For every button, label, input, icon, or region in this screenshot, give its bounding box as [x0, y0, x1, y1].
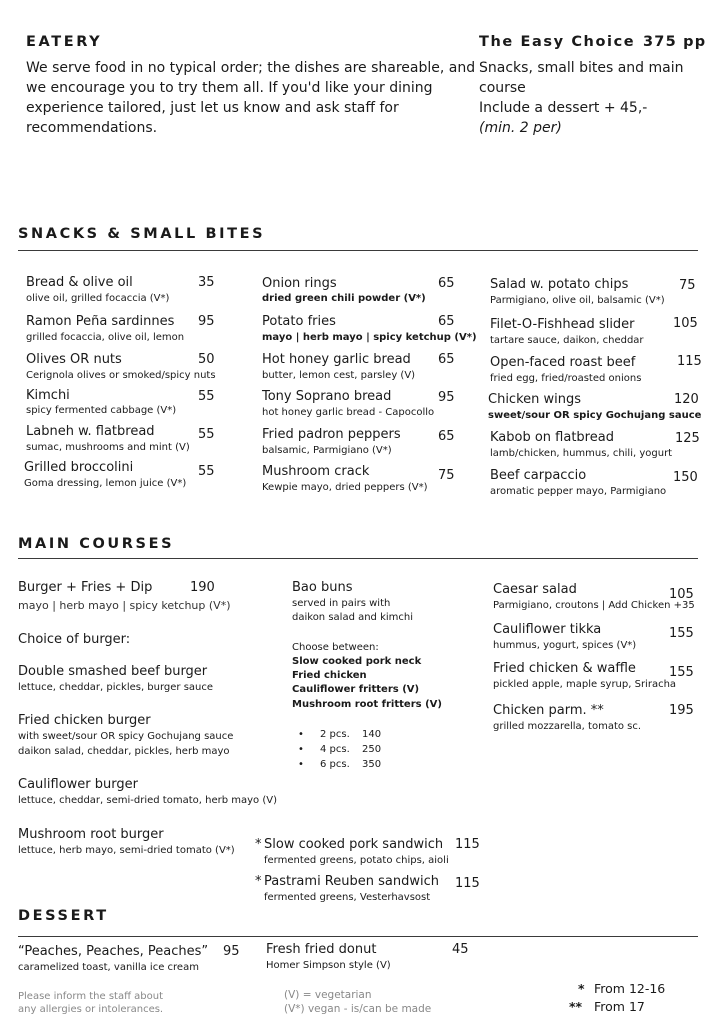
- bao-title: Bao buns: [292, 580, 353, 595]
- burger-name: Double smashed beef burger: [18, 664, 208, 679]
- intro-line: We serve food in no typical order; the dishes are shareable, and: [26, 60, 476, 76]
- snacks-heading: SNACKS & SMALL BITES: [18, 226, 266, 242]
- allergy-line: any allergies or intolerances.: [18, 1004, 164, 1015]
- diet-legend: [284, 988, 431, 1016]
- menu-item-desc: spicy fermented cabbage (V*): [26, 405, 177, 416]
- main-name: Cauliflower tikka: [493, 622, 602, 637]
- burger-desc: lettuce, cheddar, pickles, burger sauce: [18, 682, 214, 693]
- menu-item-price: 125: [675, 431, 700, 446]
- allergy-line: Please inform the staff about: [18, 991, 164, 1002]
- bao-size-qty: 2 pcs.: [320, 729, 350, 740]
- dessert-desc: Homer Simpson style (V): [266, 960, 391, 971]
- bao-option: Fried chicken: [292, 670, 367, 681]
- menu-item-price: 95: [438, 390, 455, 405]
- legend-line: (V*) vegan - is/can be made: [284, 1003, 432, 1015]
- menu-item-desc: mayo | herb mayo | spicy ketchup (V*): [262, 332, 477, 343]
- menu-item-name: Tony Soprano bread: [262, 389, 392, 404]
- dessert-price: 45: [452, 942, 469, 957]
- intro-line: experience tailored, just let us know and ask staff for: [26, 100, 399, 116]
- sandwich-price: 115: [455, 876, 480, 891]
- menu-item-name: Labneh w. flatbread: [26, 424, 155, 439]
- menu-item-desc: grilled focaccia, olive oil, lemon: [26, 332, 185, 343]
- age-star: **: [569, 999, 583, 1014]
- dessert-price: 95: [223, 944, 240, 959]
- main-desc: grilled mozzarella, tomato sc.: [493, 721, 642, 732]
- menu-item-desc: hot honey garlic bread - Capocollo: [262, 407, 435, 418]
- dessert-divider: [18, 936, 698, 937]
- menu-item-name: Kimchi: [26, 388, 70, 403]
- bao-desc: served in pairs with: [292, 598, 391, 609]
- menu-item-desc: balsamic, Parmigiano (V*): [262, 445, 392, 456]
- menu-item-name: Grilled broccolini: [24, 460, 134, 475]
- snacks-divider: [18, 250, 698, 251]
- bao-choose-label: Choose between:: [292, 642, 379, 653]
- dessert-heading: DESSERT: [18, 908, 109, 924]
- main-name: Fried chicken & waffle: [493, 661, 636, 676]
- main-price: 195: [669, 703, 694, 718]
- menu-item-desc: Parmigiano, olive oil, balsamic (V*): [490, 295, 665, 306]
- age-note: From 12-16: [594, 981, 666, 996]
- burger-desc: lettuce, cheddar, semi-dried tomato, herb mayo (V): [18, 795, 277, 806]
- sandwich-name: Pastrami Reuben sandwich: [264, 874, 439, 889]
- menu-item-price: 105: [673, 316, 698, 331]
- easy-line: (min. 2 per): [479, 120, 562, 136]
- main-desc: hummus, yogurt, spices (V*): [493, 640, 637, 651]
- bao-size-price: 250: [362, 744, 382, 755]
- easy-line: Include a dessert + 45,-: [479, 100, 648, 116]
- sandwich-desc: fermented greens, Vesterhavsost: [264, 892, 431, 903]
- menu-item-desc: dried green chili powder (V*): [262, 293, 426, 304]
- menu-item-desc: sumac, mushrooms and mint (V): [26, 442, 190, 453]
- dessert-name: “Peaches, Peaches, Peaches”: [18, 944, 209, 959]
- menu-item-name: Fried padron peppers: [262, 427, 401, 442]
- menu-item-name: Open-faced roast beef: [490, 355, 636, 370]
- dessert-name: Fresh fried donut: [266, 942, 377, 957]
- bao-size-price: 350: [362, 759, 382, 770]
- bao-size-qty: 6 pcs.: [320, 759, 350, 770]
- sandwich-star: *: [255, 837, 262, 852]
- menu-item-desc: sweet/sour OR spicy Gochujang sauce: [488, 410, 702, 421]
- menu-item-name: Chicken wings: [488, 392, 582, 407]
- menu-item-name: Bread & olive oil: [26, 275, 133, 290]
- mains-heading: MAIN COURSES: [18, 536, 175, 552]
- eatery-title: EATERY: [26, 34, 103, 50]
- menu-item-desc: fried egg, fried/roasted onions: [490, 373, 642, 384]
- burger-desc: lettuce, herb mayo, semi-dried tomato (V*): [18, 845, 235, 856]
- bao-option: Slow cooked pork neck: [292, 656, 422, 667]
- easy-line: Snacks, small bites and main: [479, 60, 684, 76]
- burger-desc: daikon salad, cheddar, pickles, herb mayo: [18, 746, 230, 757]
- menu-item-price: 55: [198, 427, 215, 442]
- bao-desc: daikon salad and kimchi: [292, 612, 414, 623]
- main-desc: Parmigiano, croutons | Add Chicken +35: [493, 600, 695, 611]
- age-star: *: [578, 981, 585, 996]
- sandwich-star: *: [255, 874, 262, 889]
- menu-item-name: Filet-O-Fishhead slider: [490, 317, 635, 332]
- menu-item-name: Salad w. potato chips: [490, 277, 629, 292]
- burger-name: Fried chicken burger: [18, 713, 151, 728]
- menu-item-name: Hot honey garlic bread: [262, 352, 411, 367]
- burger-name: Mushroom root burger: [18, 827, 164, 842]
- allergy-note: [18, 990, 163, 1016]
- menu-item-desc: Cerignola olives or smoked/spicy nuts: [26, 370, 216, 381]
- menu-item-desc: Goma dressing, lemon juice (V*): [24, 478, 187, 489]
- menu-item-name: Kabob on flatbread: [490, 430, 614, 445]
- menu-item-price: 50: [198, 352, 215, 367]
- burger-desc: with sweet/sour OR spicy Gochujang sauce: [18, 731, 234, 742]
- main-name: Caesar salad: [493, 582, 577, 597]
- easy-line: course: [479, 80, 526, 96]
- menu-item-name: Ramon Peña sardinnes: [26, 314, 175, 329]
- menu-item-price: 150: [673, 470, 698, 485]
- dessert-desc: caramelized toast, vanilla ice cream: [18, 962, 199, 973]
- main-price: 155: [669, 665, 694, 680]
- intro-line: recommendations.: [26, 120, 158, 136]
- easy-choice-price: 375 pp: [643, 34, 707, 50]
- menu-item-desc: Kewpie mayo, dried peppers (V*): [262, 482, 428, 493]
- legend-line: (V) = vegetarian: [284, 989, 372, 1001]
- menu-item-price: 95: [198, 314, 215, 329]
- bao-option: Cauliflower fritters (V): [292, 684, 420, 695]
- menu-item-price: 65: [438, 276, 455, 291]
- menu-item-name: Beef carpaccio: [490, 468, 587, 483]
- main-price: 155: [669, 626, 694, 641]
- sandwich-name: Slow cooked pork sandwich: [264, 837, 444, 852]
- menu-item-price: 75: [438, 468, 455, 483]
- bao-size-bullet: •: [298, 744, 304, 755]
- burger-choice-label: Choice of burger:: [18, 632, 131, 647]
- menu-item-name: Olives OR nuts: [26, 352, 122, 367]
- menu-item-price: 55: [198, 464, 215, 479]
- menu-item-name: Onion rings: [262, 276, 337, 291]
- easy-choice-title: The Easy Choice: [479, 34, 636, 50]
- menu-item-price: 65: [438, 429, 455, 444]
- bao-size-bullet: •: [298, 759, 304, 770]
- burger-combo-price: 190: [190, 580, 215, 595]
- menu-item-name: Mushroom crack: [262, 464, 370, 479]
- menu-item-price: 35: [198, 275, 215, 290]
- sandwich-desc: fermented greens, potato chips, aioli: [264, 855, 449, 866]
- menu-item-price: 55: [198, 389, 215, 404]
- burger-combo-desc: mayo | herb mayo | spicy ketchup (V*): [18, 599, 231, 612]
- intro-line: we encourage you to try them all. If you'd like your dining: [26, 80, 433, 96]
- main-desc: pickled apple, maple syrup, Sriracha: [493, 679, 677, 690]
- main-price: 105: [669, 587, 694, 602]
- bao-size-bullet: •: [298, 729, 304, 740]
- menu-item-price: 115: [677, 354, 702, 369]
- easy-choice-text: [479, 58, 683, 138]
- menu-item-price: 75: [679, 278, 696, 293]
- menu-item-price: 120: [674, 392, 699, 407]
- menu-item-price: 65: [438, 352, 455, 367]
- menu-item-name: Potato fries: [262, 314, 336, 329]
- menu-item-desc: olive oil, grilled focaccia (V*): [26, 293, 170, 304]
- age-note: From 17: [594, 999, 645, 1014]
- bao-option: Mushroom root fritters (V): [292, 699, 442, 710]
- burger-name: Cauliflower burger: [18, 777, 138, 792]
- intro-text: [26, 58, 475, 138]
- burger-combo-title: Burger + Fries + Dip: [18, 580, 153, 595]
- menu-item-desc: tartare sauce, daikon, cheddar: [490, 335, 644, 346]
- main-name: Chicken parm. **: [493, 703, 604, 718]
- menu-item-price: 65: [438, 314, 455, 329]
- menu-item-desc: butter, lemon cest, parsley (V): [262, 370, 416, 381]
- menu-item-desc: lamb/chicken, hummus, chili, yogurt: [490, 448, 673, 459]
- bao-size-price: 140: [362, 729, 382, 740]
- mains-divider: [18, 558, 698, 559]
- bao-size-qty: 4 pcs.: [320, 744, 350, 755]
- sandwich-price: 115: [455, 837, 480, 852]
- menu-item-desc: aromatic pepper mayo, Parmigiano: [490, 486, 667, 497]
